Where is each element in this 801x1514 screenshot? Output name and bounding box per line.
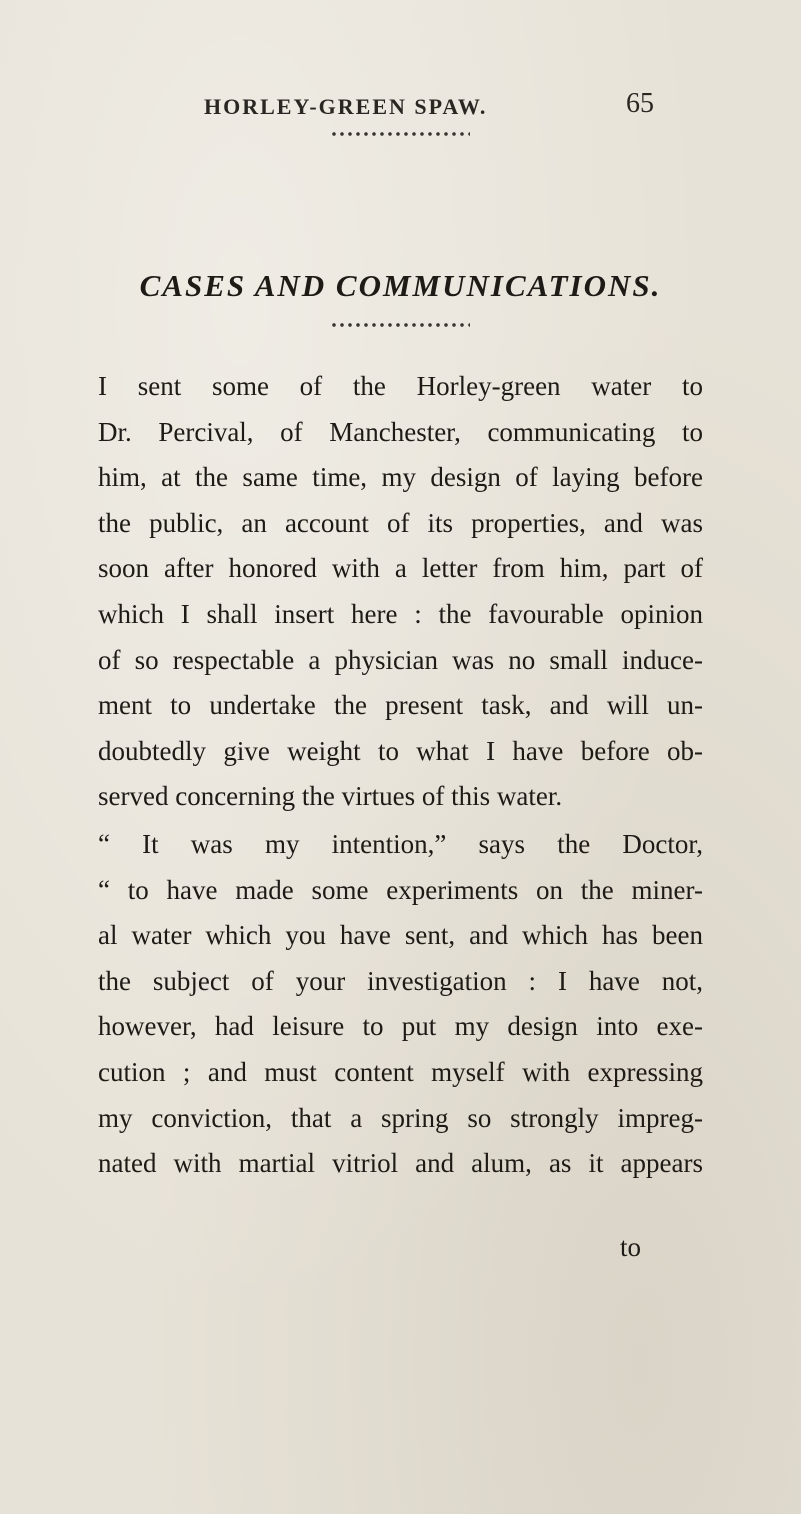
text-line: doubtedly give weight to what I have before ob-	[98, 735, 703, 766]
text-line: nated with martial vitriol and alum, as it appears	[98, 1148, 703, 1179]
page-number: 65	[626, 88, 654, 119]
text-line: al water which you have sent, and which has been	[98, 920, 703, 951]
text-line: “ to have made some experiments on the miner-	[98, 874, 703, 905]
text-line: the subject of your investigation : I have not,	[98, 965, 703, 996]
paragraph-introduction	[98, 364, 703, 820]
text-line: of so respectable a physician was no small induce-	[98, 644, 703, 675]
text-line: my conviction, that a spring so strongly impreg-	[98, 1102, 703, 1133]
paragraph-quotation	[98, 822, 703, 1187]
text-line: soon after honored with a letter from him, part of	[98, 553, 703, 584]
running-title: HORLEY-GREEN SPAW.	[204, 94, 488, 119]
section-ornament-rule	[330, 321, 470, 329]
header-ornament-rule	[330, 130, 470, 138]
text-line: however, had leisure to put my design into exe-	[98, 1011, 703, 1042]
section-heading: CASES AND COMMUNICATIONS.	[139, 268, 662, 303]
catchword: to	[620, 1232, 642, 1262]
text-line: served concerning the virtues of this water.	[98, 781, 563, 812]
text-line: I sent some of the Horley-green water to	[98, 371, 703, 401]
text-line: ment to undertake the present task, and will un-	[98, 690, 703, 721]
text-line: cution ; and must content myself with expressing	[98, 1056, 703, 1087]
text-line: “ It was my intention,” says the Doctor,	[98, 829, 703, 859]
text-line: him, at the same time, my design of laying before	[98, 462, 703, 493]
text-line: which I shall insert here : the favourable opinion	[98, 598, 703, 629]
running-head	[0, 88, 801, 128]
text-line: Dr. Percival, of Manchester, communicating to	[98, 416, 703, 447]
text-line: the public, an account of its properties, and was	[98, 507, 703, 538]
